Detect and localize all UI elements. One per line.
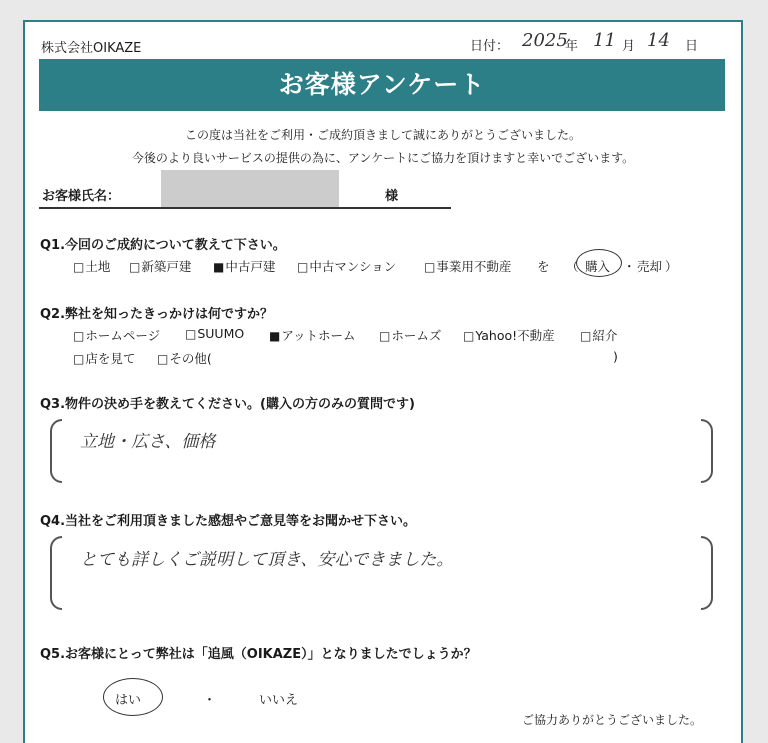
q1-option-business[interactable]: □事業用不動産 xyxy=(424,259,512,274)
q2-option-athome[interactable]: ■アットホーム xyxy=(269,328,356,343)
q2-option-homepage[interactable]: □ホームページ xyxy=(73,328,161,343)
q3-question: Q3.物件の決め手を教えてください。(購入の方のみの質問です) xyxy=(40,397,415,412)
q3-answer[interactable]: 立地・広さ、価格 xyxy=(80,432,216,452)
q5-sep: ・ xyxy=(203,693,217,708)
checkbox-empty-icon: □ xyxy=(157,352,169,366)
customer-name-label: お客様氏名： xyxy=(42,189,121,204)
checkbox-checked-icon: ■ xyxy=(269,329,281,343)
q4-question: Q4.当社をご利用頂きました感想やご意見等をお聞かせ下さい。 xyxy=(40,514,417,529)
day-unit: 日 xyxy=(685,39,699,54)
q5-yes-circle xyxy=(103,678,163,716)
date-label: 日付： xyxy=(470,39,510,54)
q1-wo: を xyxy=(537,259,550,274)
q4-bracket-right xyxy=(701,536,713,610)
q1-buy[interactable]: 購入 xyxy=(585,259,611,274)
q1-option-new-house[interactable]: □新築戸建 xyxy=(129,259,192,274)
q4-answer[interactable]: とても詳しくご説明して頂き、安心できました。 xyxy=(80,550,454,570)
q2-other-close: ) xyxy=(613,349,618,364)
checkbox-empty-icon: □ xyxy=(424,260,436,274)
q2-option-suumo[interactable]: □SUUMO xyxy=(185,326,245,341)
q3-bracket-right xyxy=(701,419,713,483)
q2-option-store[interactable]: □店を見て xyxy=(73,351,136,366)
date-day: 14 xyxy=(647,30,670,51)
q1-option-used-house[interactable]: ■中古戸建 xyxy=(213,259,276,274)
q2-option-homes[interactable]: □ホームズ xyxy=(379,328,442,343)
checkbox-empty-icon: □ xyxy=(463,329,475,343)
q2-option-other[interactable]: □その他( xyxy=(157,351,212,366)
q2-question: Q2.弊社を知ったきっかけは何ですか？ xyxy=(40,307,274,322)
q5-no[interactable]: いいえ xyxy=(259,693,299,708)
q5-yes[interactable]: はい xyxy=(115,693,142,708)
q1-sell[interactable]: 売却 xyxy=(637,259,663,274)
q3-bracket-left xyxy=(50,419,62,483)
date-month: 11 xyxy=(593,30,616,51)
checkbox-empty-icon: □ xyxy=(73,352,85,366)
checkbox-empty-icon: □ xyxy=(73,329,85,343)
closing-message: ご協力ありがとうございました。 xyxy=(522,713,703,727)
checkbox-empty-icon: □ xyxy=(73,260,85,274)
checkbox-empty-icon: □ xyxy=(185,327,197,341)
q1-paren-open: （ xyxy=(566,259,579,274)
q5-question: Q5.お客様にとって弊社は「追風（OIKAZE）」となりましたでしょうか？ xyxy=(40,647,477,662)
q1-buy-circle xyxy=(576,249,622,277)
q1-option-used-mansion[interactable]: □中古マンション xyxy=(297,259,397,274)
page-title: お客様アンケート xyxy=(39,59,725,111)
redacted-name-box xyxy=(161,170,339,207)
q1-paren-close: ） xyxy=(665,259,678,274)
q1-sep: ・ xyxy=(623,259,636,274)
year-unit: 年 xyxy=(565,39,579,54)
checkbox-empty-icon: □ xyxy=(580,329,592,343)
q2-option-referral[interactable]: □紹介 xyxy=(580,328,618,343)
honorific: 様 xyxy=(385,189,399,204)
intro-line-1: この度は当社をご利用・ご成約頂きまして誠にありがとうございました。 xyxy=(184,128,581,142)
q4-bracket-left xyxy=(50,536,62,610)
q1-question: Q1.今回のご成約について教えて下さい。 xyxy=(40,238,286,253)
q2-option-yahoo[interactable]: □Yahoo!不動産 xyxy=(463,328,555,343)
checkbox-empty-icon: □ xyxy=(379,329,391,343)
checkbox-empty-icon: □ xyxy=(129,260,141,274)
q1-option-land[interactable]: □土地 xyxy=(73,259,111,274)
checkbox-empty-icon: □ xyxy=(297,260,309,274)
company-name: 株式会社OIKAZE xyxy=(41,41,142,56)
name-underline xyxy=(39,207,451,209)
survey-sheet xyxy=(23,20,743,743)
month-unit: 月 xyxy=(622,39,636,54)
date-year: 2025 xyxy=(522,30,568,51)
checkbox-checked-icon: ■ xyxy=(213,260,225,274)
intro-line-2: 今後のより良いサービスの提供の為に、アンケートにご協力を頂けますと幸いでございます。 xyxy=(131,151,635,165)
